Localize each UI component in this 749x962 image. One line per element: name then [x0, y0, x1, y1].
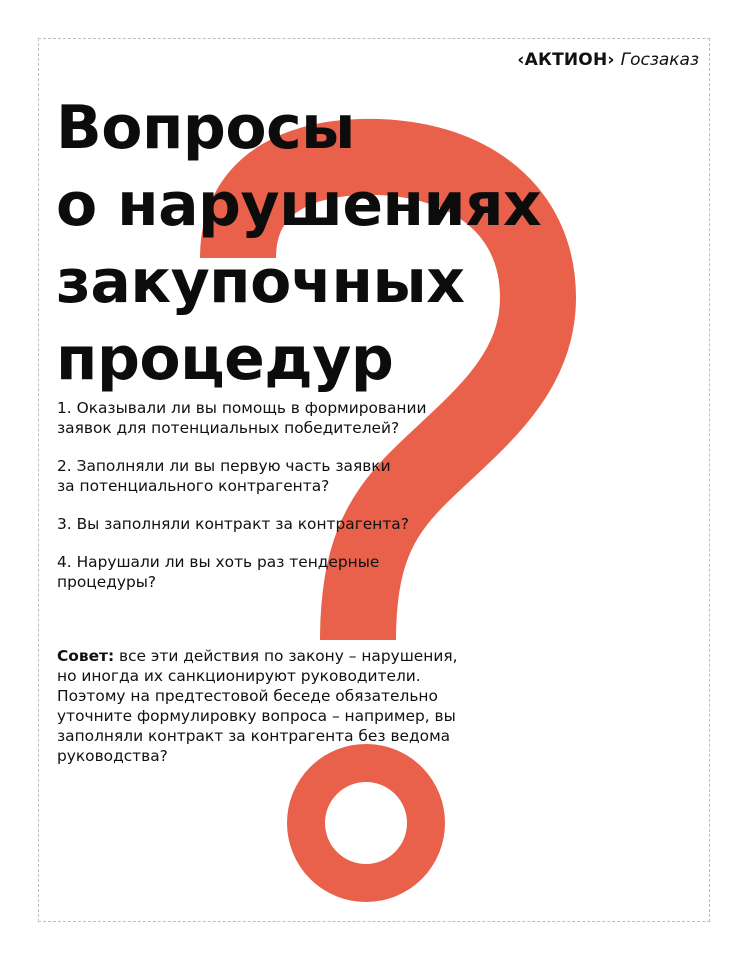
title-line: процедур — [56, 324, 394, 394]
question-item: 1. Оказывали ли вы помощь в формировании заявок для потенциальных победителей? — [57, 399, 427, 437]
tip-paragraph — [57, 646, 497, 766]
question-item: 3. Вы заполняли контракт за контрагента? — [57, 515, 409, 533]
tip-label: Совет: — [57, 647, 115, 665]
question-item: 2. Заполняли ли вы первую часть заявки за потенциального контрагента? — [57, 457, 391, 495]
title-line: Вопросы — [56, 93, 355, 163]
page-title — [56, 90, 541, 398]
brand-name: ‹АКТИОН› — [517, 50, 615, 70]
tip-text: все эти действия по закону – нарушения, но иногда их санкционируют руководители. Поэтому на предтестовой беседе обязательно уточните формулировку вопроса – например, вы заполняли контракт за контрагента без ведома руководства? — [57, 647, 458, 765]
question-item: 4. Нарушали ли вы хоть раз тендерные процедуры? — [57, 553, 380, 591]
brand-logo — [517, 50, 699, 70]
questions-list — [57, 398, 487, 610]
title-line: о нарушениях — [56, 170, 542, 240]
title-line: закупочных — [56, 247, 465, 317]
brand-product: Госзаказ — [620, 50, 699, 70]
